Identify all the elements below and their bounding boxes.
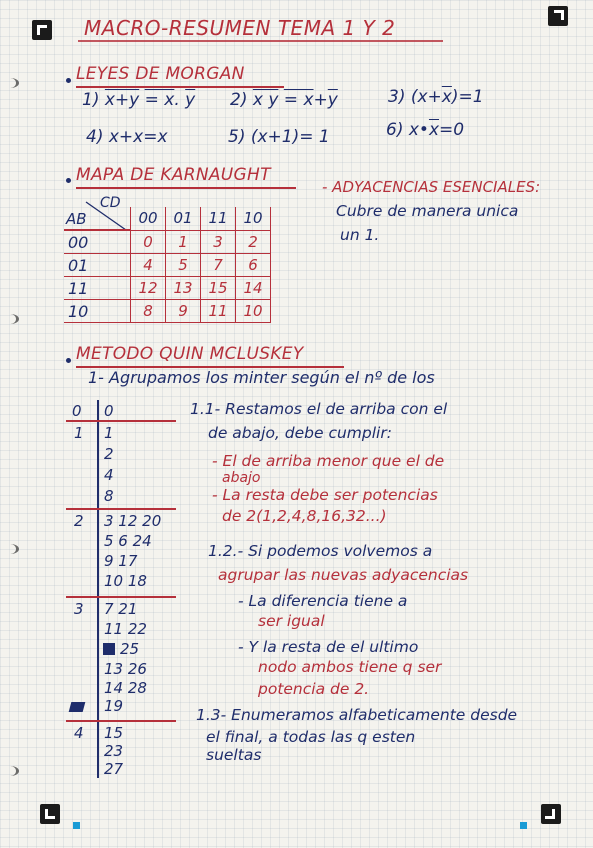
quine-step-1-1: 1.1- Restamos el de arriba con el	[190, 400, 448, 418]
quine-minterm: 14 28	[104, 679, 147, 697]
morgan-law-4: 4) x+x=x	[86, 127, 168, 147]
corner-marker-icon	[548, 6, 568, 26]
karnaugh-row	[64, 254, 271, 277]
binder-hole-icon	[2, 314, 19, 324]
morgan-law-5: 5) (x+1)= 1	[228, 127, 330, 147]
karnaugh-cell: 1	[166, 230, 201, 254]
blue-dot-icon	[520, 822, 527, 829]
karnaugh-cell: 9	[166, 300, 201, 323]
quine-group-count: 4	[74, 724, 84, 742]
quine-step-1-2-rule: ser igual	[258, 612, 325, 630]
corner-marker-icon	[541, 804, 561, 824]
quine-group-count: 1	[74, 424, 84, 442]
corner-marker-icon	[40, 804, 60, 824]
quine-step-1-1-rule: de 2(1,2,4,8,16,32...)	[222, 507, 387, 525]
karnaugh-heading: MAPA DE KARNAUGHT	[76, 165, 271, 185]
karnaugh-cell: 0	[131, 230, 166, 254]
quine-minterm: 7 21	[104, 600, 138, 618]
binder-hole-icon	[2, 766, 19, 776]
quine-minterm: 13 26	[104, 660, 147, 678]
karnaugh-col-header: 00	[131, 207, 166, 230]
karnaugh-cell: 4	[131, 254, 166, 277]
quine-minterm: 27	[104, 760, 124, 778]
morgan-law-2: 2) x $y = x+\overline{y}$	[230, 90, 338, 110]
karnaugh-cell: 15	[201, 277, 236, 300]
quine-minterm: 9 17	[104, 552, 138, 570]
scribble-mark-icon	[103, 643, 115, 655]
quine-step-1: 1- Agrupamos los minter según el nº de los	[88, 368, 435, 387]
page-title: MACRO-RESUMEN TEMA 1 Y 2	[84, 16, 396, 40]
quine-minterm: 23	[104, 742, 124, 760]
karnaugh-row-header: 00	[64, 230, 131, 254]
quine-minterm: 10 18	[104, 572, 147, 590]
quine-heading: METODO QUIN MCLUSKEY	[76, 344, 304, 364]
karnaugh-cell: 11	[201, 300, 236, 323]
karnaugh-cell: 14	[236, 277, 271, 300]
karnaugh-cell: 10	[236, 300, 271, 323]
quine-step-1-2-rule: nodo ambos tiene q ser	[258, 658, 442, 676]
bullet-icon	[66, 178, 71, 183]
karnaugh-underline	[76, 187, 296, 189]
quine-step-1-1-rule: - El de arriba menor que el de	[212, 452, 445, 470]
quine-step-1-3-line: el final, a todas las q esten	[206, 728, 416, 746]
karnaugh-row-header: 10	[64, 300, 131, 323]
quine-group-count: 2	[74, 512, 84, 530]
karnaugh-row-header: 11	[64, 277, 131, 300]
quine-minterm: 5 6 24	[104, 532, 152, 550]
scribble-mark-icon	[69, 702, 86, 712]
bullet-icon	[66, 78, 71, 83]
karnaugh-note-line: un 1.	[340, 226, 380, 244]
quine-step-1-3: 1.3- Enumeramos alfabeticamente desde	[196, 706, 518, 724]
quine-minterm: 15	[104, 724, 124, 742]
binder-hole-icon	[2, 78, 19, 88]
quine-group-divider	[66, 420, 176, 422]
karnaugh-corner-ab: AB	[66, 210, 87, 228]
quine-group-divider	[66, 720, 176, 722]
blue-dot-icon	[73, 822, 80, 829]
quine-group-count: 3	[74, 600, 84, 618]
karnaugh-row-header: 01	[64, 254, 131, 277]
quine-step-1-2-rule: potencia de 2.	[258, 680, 370, 698]
title-underline	[78, 40, 443, 42]
karnaugh-row	[64, 277, 271, 300]
karnaugh-corner-cd: CD	[100, 195, 121, 211]
morgan-heading: LEYES DE MORGAN	[76, 64, 245, 84]
quine-group-divider	[66, 596, 176, 598]
karnaugh-note-title: - ADYACENCIAS ESENCIALES:	[322, 178, 541, 196]
karnaugh-cell: 7	[201, 254, 236, 277]
quine-step-1-2-rule: - La diferencia tiene a	[238, 592, 408, 610]
karnaugh-header-row	[64, 207, 271, 230]
karnaugh-note-line: Cubre de manera unica	[336, 202, 519, 220]
quine-group-count: 0	[72, 402, 82, 420]
quine-step-1-2: 1.2.- Si podemos volvemos a	[208, 542, 433, 560]
karnaugh-row	[64, 300, 271, 323]
quine-minterm: 2	[104, 445, 114, 463]
karnaugh-corner-cell	[64, 207, 131, 230]
quine-minterm: 0	[104, 402, 114, 420]
karnaugh-row	[64, 230, 271, 254]
morgan-law-6: 6) $x•\overline{x}=0$	[386, 120, 465, 140]
quine-minterm: 25	[120, 640, 140, 658]
karnaugh-cell: 8	[131, 300, 166, 323]
quine-minterm: 19	[104, 697, 124, 715]
karnaugh-cell: 6	[236, 254, 271, 277]
morgan-underline	[76, 86, 284, 88]
karnaugh-cell: 3	[201, 230, 236, 254]
karnaugh-col-header: 11	[201, 207, 236, 230]
karnaugh-cell: 5	[166, 254, 201, 277]
binder-hole-icon	[2, 544, 19, 554]
karnaugh-col-header: 01	[166, 207, 201, 230]
karnaugh-map	[64, 207, 271, 323]
corner-marker-icon	[32, 20, 52, 40]
quine-step-1-3-line: sueltas	[206, 746, 262, 764]
karnaugh-col-header: 10	[236, 207, 271, 230]
quine-step-1-1-line: de abajo, debe cumplir:	[208, 424, 392, 442]
quine-minterm: 4	[104, 466, 114, 484]
quine-step-1-1-rule: abajo	[222, 470, 261, 486]
karnaugh-cell: 2	[236, 230, 271, 254]
morgan-law-1: 1) x+y = x. $\overline{y}$	[82, 90, 196, 110]
quine-minterm: 3 12 20	[104, 512, 162, 530]
quine-step-1-2-line: agrupar las nuevas adyacencias	[218, 566, 469, 584]
karnaugh-cell: 12	[131, 277, 166, 300]
quine-step-1-2-rule: - Y la resta de el ultimo	[238, 638, 419, 656]
quine-minterm: 11 22	[104, 620, 147, 638]
quine-group-divider	[66, 508, 176, 510]
morgan-law-3: 3) $(x+\overline{x})=1$	[388, 87, 484, 107]
quine-step-1-1-rule: - La resta debe ser potencias	[212, 486, 438, 504]
bullet-icon	[66, 358, 71, 363]
quine-minterm: 8	[104, 487, 114, 505]
quine-minterm: 1	[104, 424, 114, 442]
karnaugh-cell: 13	[166, 277, 201, 300]
